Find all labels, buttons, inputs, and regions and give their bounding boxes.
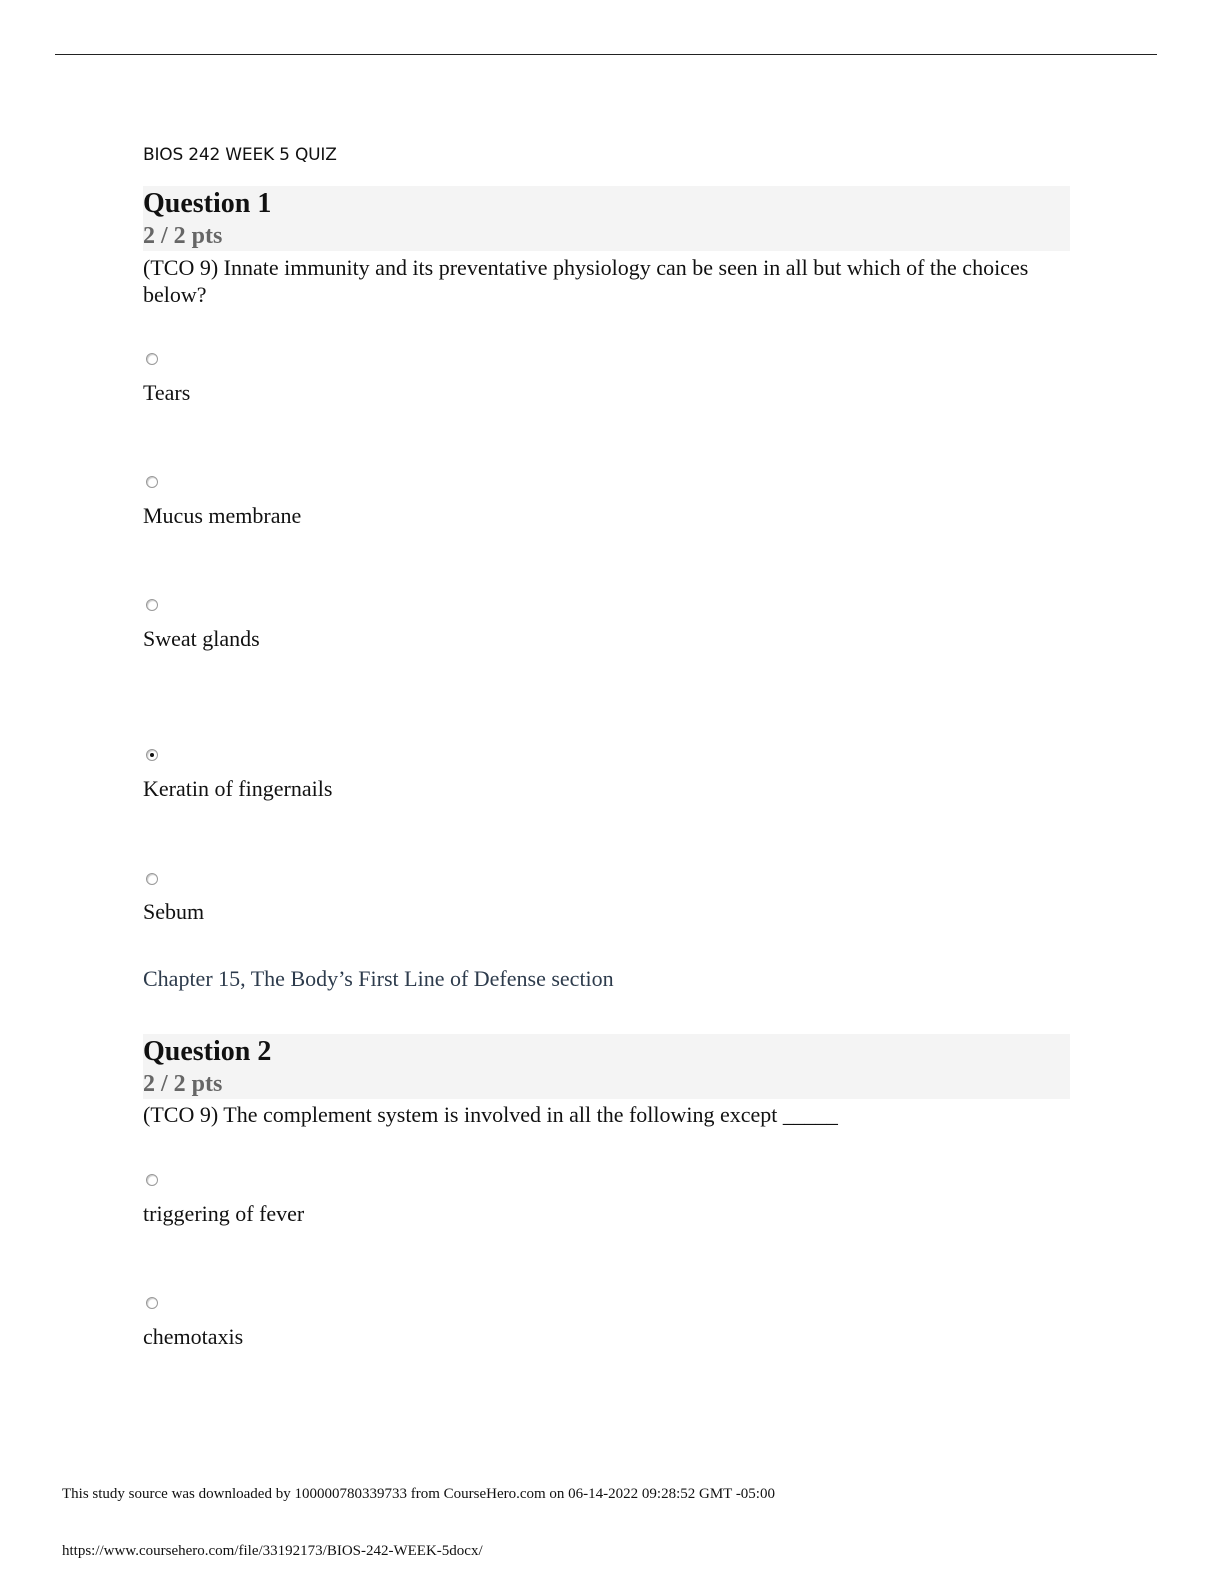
answer-radio-sebum[interactable] [146, 873, 158, 885]
document-title: BIOS 242 WEEK 5 QUIZ [143, 145, 337, 165]
answer-label-triggering-of-fever: triggering of fever [143, 1201, 305, 1226]
answer-radio-triggering-of-fever[interactable] [146, 1174, 158, 1186]
question-1-header [143, 186, 1070, 251]
answer-label-sweat-glands: Sweat glands [143, 626, 260, 651]
answer-radio-keratin-of-fingernails[interactable] [146, 749, 158, 761]
answer-label-chemotaxis: chemotaxis [143, 1324, 244, 1349]
answer-label-keratin-of-fingernails: Keratin of fingernails [143, 776, 333, 801]
download-notice: This study source was downloaded by 100000780339733 from CourseHero.com on 06-14-2022 09:28:52 GMT -05:00 [62, 1486, 775, 1502]
answer-radio-sweat-glands[interactable] [146, 599, 158, 611]
answer-radio-chemotaxis[interactable] [146, 1297, 158, 1309]
question-2-text: (TCO 9) The complement system is involved in all the following except _____ [143, 1102, 838, 1127]
answer-label-sebum: Sebum [143, 899, 205, 924]
question-1-text: (TCO 9) Innate immunity and its preventative physiology can be seen in all but which of the choices below? [143, 255, 1029, 307]
answer-radio-mucus-membrane[interactable] [146, 476, 158, 488]
question-1-reference: Chapter 15, The Body’s First Line of Defense section [143, 966, 614, 991]
answer-label-tears: Tears [143, 380, 191, 405]
top-divider [55, 54, 1157, 55]
question-2-points: 2 / 2 pts [143, 1071, 223, 1097]
source-url[interactable]: https://www.coursehero.com/file/33192173/BIOS-242-WEEK-5docx/ [62, 1543, 483, 1559]
answer-radio-tears[interactable] [146, 353, 158, 365]
question-2-header [143, 1034, 1070, 1099]
question-2-title: Question 2 [143, 1036, 272, 1067]
answer-label-mucus-membrane: Mucus membrane [143, 503, 302, 528]
question-1-title: Question 1 [143, 188, 272, 219]
question-1-points: 2 / 2 pts [143, 223, 223, 249]
